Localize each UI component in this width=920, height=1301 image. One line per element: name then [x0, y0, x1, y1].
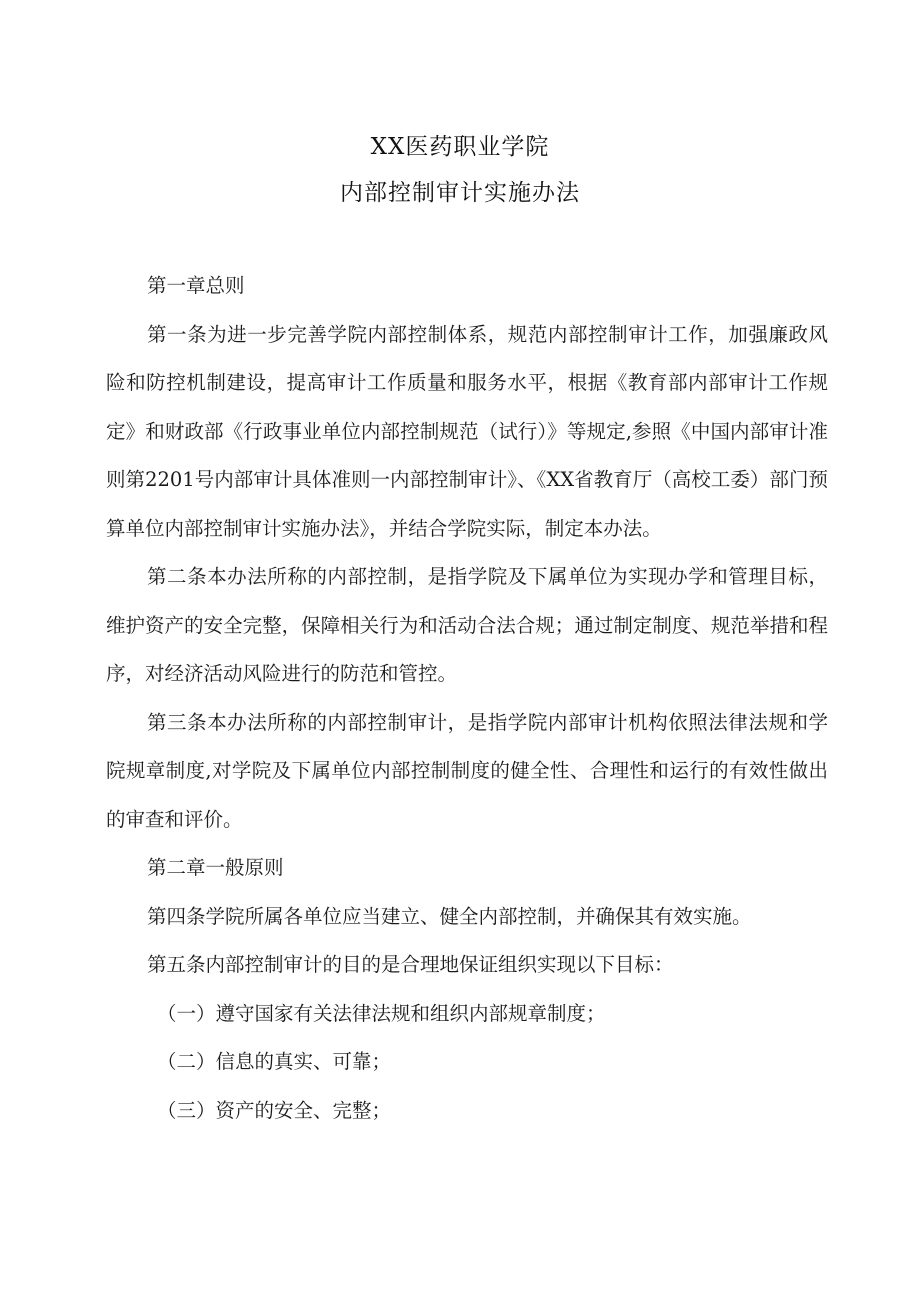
article-3: 第三条本办法所称的内部控制审计，是指学院内部审计机构依照法律法规和学院规章制度,对学院及下属单位内部控制制度的健全性、合理性和运行的有效性做出的审查和评价。 [106, 710, 828, 831]
article-5: 第五条内部控制审计的目的是合理地保证组织实现以下目标： [147, 953, 674, 976]
title-institution: XX医药职业学院 [370, 134, 550, 160]
chapter-heading-2: 第二章一般原则 [147, 856, 284, 879]
list-item-1: （一）遵守国家有关法律法规和组织内部规章制度； [157, 1001, 606, 1025]
document-body [106, 262, 828, 1135]
document-title [0, 124, 920, 216]
title-subject: 内部控制审计实施办法 [340, 180, 580, 206]
list-item-2: （二）信息的真实、可靠； [157, 1050, 392, 1073]
article-4: 第四条学院所属各单位应当建立、健全内部控制，并确保其有效实施。 [147, 904, 752, 928]
list-item-3: （三）资产的安全、完整； [157, 1098, 392, 1122]
article-1: 第一条为进一步完善学院内部控制体系，规范内部控制审计工作，加强廉政风险和防控机制建设，提高审计工作质量和服务水平，根据《教育部内部审计工作规定》和财政部《行政事业单位内部控制规范（试行）》等规定,参照《中国内部审计准则第2201号内部审计具体准则一内部控制审计》、《XX省教育厅（高校工委）部门预算单位内部控制审计实施办法》，并结合学院实际，制定本办法。 [106, 322, 828, 540]
article-2: 第二条本办法所称的内部控制，是指学院及下属单位为实现办学和管理目标，维护资产的安全完整，保障相关行为和活动合法合规；通过制定制度、规范举措和程序，对经济活动风险进行的防范和管控。 [106, 565, 828, 685]
chapter-heading-1: 第一章总则 [147, 274, 245, 297]
